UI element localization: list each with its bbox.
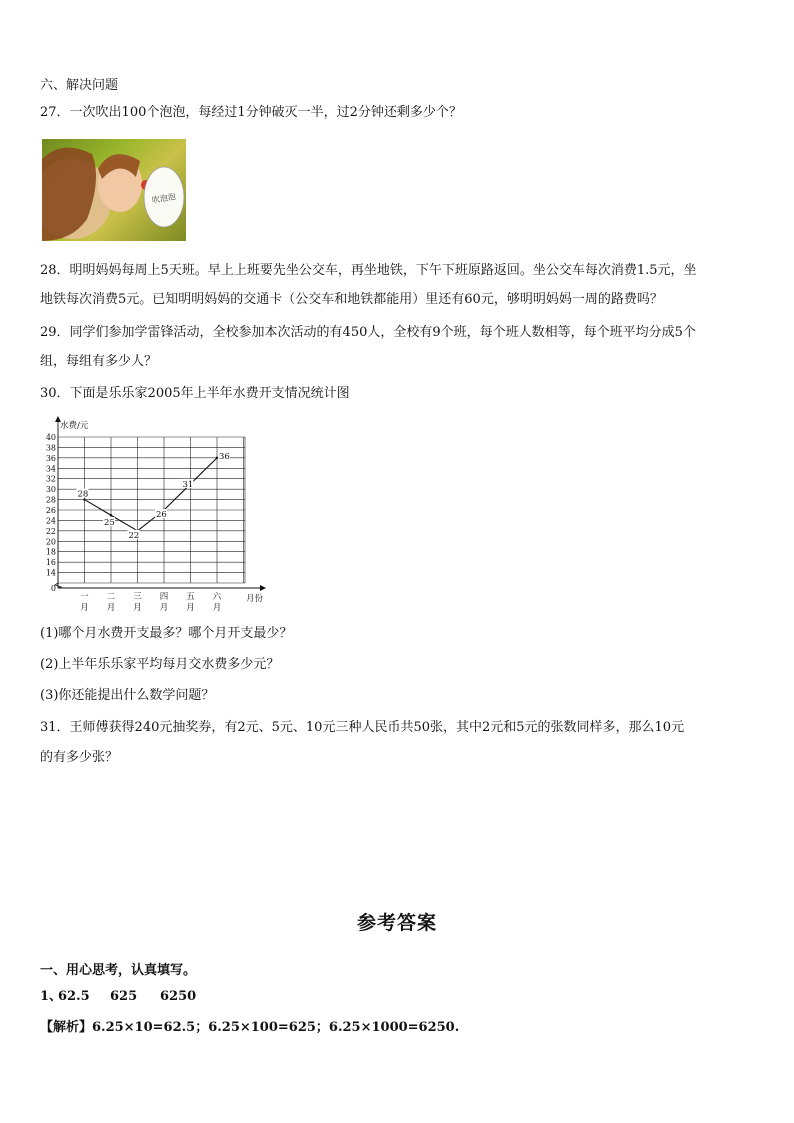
y-tick-label: 18 <box>45 547 56 557</box>
question-31-line1: 31．王师傅获得240元抽奖券，有2元、5元、10元三种人民币共50张，其中2元和5元的张数同样多，那么10元 <box>40 720 685 735</box>
section-heading: 六、解决问题 <box>40 78 119 93</box>
answer-1-value-1: 62.5 <box>58 989 90 1004</box>
y-tick-label: 14 <box>45 568 56 578</box>
data-label: 26 <box>156 510 167 520</box>
y-tick-label: 40 <box>45 433 56 442</box>
question-31-line2: 的有多少张？ <box>40 750 119 765</box>
answer-1-value-2: 625 <box>110 989 138 1004</box>
question-30-sub3: (3)你还能提出什么数学问题？ <box>40 688 215 703</box>
question-30-title: 30．下面是乐乐家2005年上半年水费开支情况统计图 <box>40 386 350 401</box>
data-label: 22 <box>128 530 140 541</box>
x-tick-label-top: 五 <box>186 592 195 602</box>
data-point <box>110 514 112 516</box>
y-tick-label: 0 <box>50 584 56 593</box>
line-chart-svg <box>40 410 280 616</box>
x-tick-label-bottom: 月 <box>186 603 195 613</box>
x-tick-label-bottom: 月 <box>133 603 142 613</box>
data-label: 36 <box>219 451 230 462</box>
answers-title: 参考答案 <box>356 912 437 934</box>
answer-1-label: 1、 <box>40 989 63 1004</box>
question-29-line2: 组，每组有多少人？ <box>40 354 158 369</box>
y-tick-label: 28 <box>45 495 56 505</box>
x-tick-label-top: 六 <box>212 592 222 602</box>
y-tick-label: 30 <box>45 485 56 495</box>
question-30-sub2: (2)上半年乐乐家平均每月交水费多少元？ <box>40 657 280 672</box>
answers-section-1: 一、用心思考，认真填写。 <box>40 963 197 978</box>
answer-1-analysis: 【解析】6.25×10=62.5；6.25×100=625；6.25×1000=6250. <box>40 1020 460 1035</box>
bubble-girl-photo <box>42 139 186 241</box>
x-tick-label-bottom: 月 <box>212 603 222 613</box>
data-label: 25 <box>104 518 115 529</box>
x-tick-label-bottom: 月 <box>106 603 116 613</box>
y-tick-label: 22 <box>45 526 56 536</box>
question-28-line1: 28．明明妈妈每周上5天班。早上上班要先坐公交车，再坐地铁，下午下班原路返回。坐公交车每次消费1.5元，坐 <box>40 263 697 278</box>
question-28-line2: 地铁每次消费5元。已知明明妈妈的交通卡（公交车和地铁都能用）里还有60元，够明明妈妈一周的路费吗？ <box>40 292 663 307</box>
x-tick-label-top: 二 <box>106 592 116 602</box>
y-tick-label: 32 <box>45 474 56 484</box>
data-label: 31 <box>182 479 194 490</box>
y-tick-label: 38 <box>45 443 56 453</box>
x-tick-label-bottom: 月 <box>80 603 89 613</box>
photo-bubble-text: 吹泡泡 <box>151 191 177 206</box>
question-30-sub1: (1)哪个月水费开支最多？哪个月开支最少？ <box>40 626 293 641</box>
data-point <box>216 457 218 459</box>
x-tick-label-top: 三 <box>133 592 142 602</box>
question-27: 27．一次吹出100个泡泡，每经过1分钟破灭一半，过2分钟还剩多少个？ <box>40 105 462 120</box>
y-tick-label: 26 <box>45 506 56 515</box>
x-tick-label-top: 四 <box>159 592 169 602</box>
x-tick-label-bottom: 月 <box>159 603 169 613</box>
question-29-line1: 29．同学们参加学雷锋活动，全校参加本次活动的有450人，全校有9个班，每个班人数相等，每个班平均分成5个 <box>40 325 696 340</box>
x-axis-arrow <box>260 585 266 591</box>
y-axis-label: 水费/元 <box>60 421 89 431</box>
y-tick-label: 20 <box>45 537 56 547</box>
answer-1-value-3: 6250 <box>160 989 197 1004</box>
y-tick-label: 16 <box>45 558 56 568</box>
y-tick-label: 36 <box>45 453 56 463</box>
y-tick-label: 34 <box>45 464 56 474</box>
data-label: 28 <box>77 489 89 500</box>
water-fee-chart <box>40 410 280 616</box>
y-tick-label: 24 <box>45 516 56 526</box>
x-tick-label-top: 一 <box>80 592 89 602</box>
x-axis-label: 月份 <box>246 594 264 604</box>
